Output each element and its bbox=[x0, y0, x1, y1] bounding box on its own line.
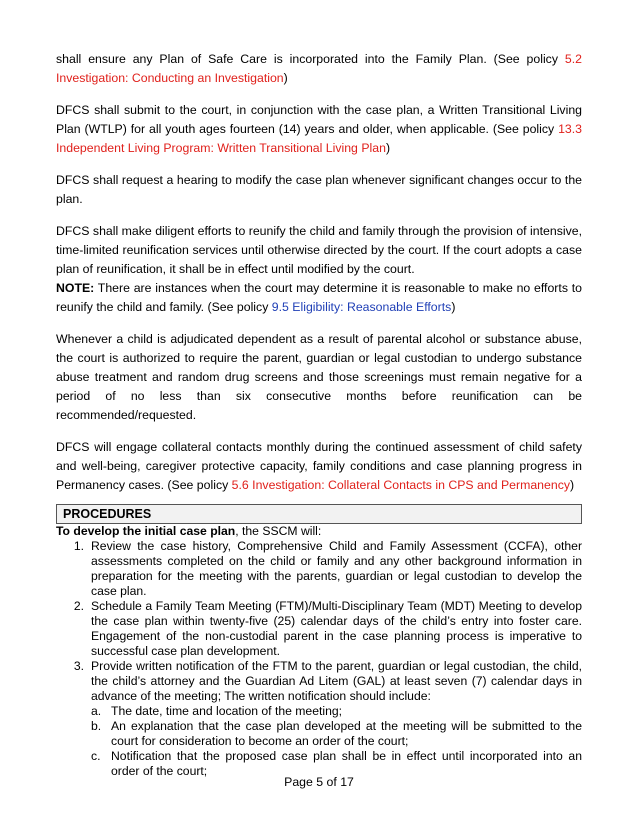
paragraph-text: DFCS will engage collateral contacts monthly during the continued assessment of child safety and well-being, caregiver protective capacity, family conditions and case planning progress in Permanency cases. (See policy bbox=[56, 440, 582, 492]
step-text: Schedule a Family Team Meeting (FTM)/Multi-Disciplinary Team (MDT) Meeting to develop the case plan within twenty-five (25) calendar days of the child’s entry into foster care. Engagement of the non-custodial parent in the case planning process is imperative to successful case plan development. bbox=[91, 599, 582, 658]
paragraph-text: DFCS shall submit to the court, in conjunction with the case plan, a Written Transitional Living Plan (WTLP) for all youth ages fourteen (14) years and older, when applicable. (See policy bbox=[56, 103, 582, 136]
policy-link-13-3[interactable]: 13.3 Independent Living Program: Written Transitional Living Plan bbox=[56, 122, 582, 155]
step-number: 3. bbox=[73, 659, 84, 673]
page-number: Page 5 of 17 bbox=[284, 775, 354, 789]
policy-link-5-6[interactable]: 5.6 Investigation: Collateral Contacts in CPS and Permanency bbox=[231, 478, 571, 492]
procedure-step bbox=[62, 659, 582, 779]
policy-link-9-5[interactable]: 9.5 Eligibility: Reasonable Efforts bbox=[271, 300, 452, 314]
procedures-heading: PROCEDURES bbox=[56, 504, 582, 524]
procedures-intro-bold: To develop the initial case plan bbox=[56, 524, 236, 538]
sub-step-letter: c. bbox=[91, 749, 101, 763]
paragraph-text-end: ) bbox=[570, 478, 575, 492]
sub-step-letter: b. bbox=[91, 719, 102, 733]
paragraph-reunify bbox=[56, 222, 582, 317]
step-number: 1. bbox=[73, 539, 84, 553]
document-page bbox=[56, 50, 582, 779]
note-text: There are instances when the court may determine it is reasonable to make no efforts to reunify the child and family. (See policy bbox=[56, 281, 582, 314]
procedure-step bbox=[62, 599, 582, 659]
paragraph-text-end: ) bbox=[385, 141, 391, 155]
note-label: NOTE: bbox=[56, 281, 95, 295]
procedures-intro bbox=[56, 524, 582, 539]
paragraph-text: DFCS shall make diligent efforts to reunify the child and family through the provision of intensive, time-limited reunification services until otherwise directed by the court. If the court adopts a case plan of reunification, it shall be in effect until modified by the court. bbox=[56, 224, 582, 276]
paragraph-hearing: DFCS shall request a hearing to modify the case plan whenever significant changes occur to the plan. bbox=[56, 173, 582, 206]
paragraph-text-end: ) bbox=[283, 71, 288, 85]
procedure-step bbox=[62, 539, 582, 599]
sub-step-text: Notification that the proposed case plan shall be in effect until incorporated into an order of the court; bbox=[111, 749, 582, 778]
step-text: Provide written notification of the FTM to the parent, guardian or legal custodian, the child, the child’s attorney and the Guardian Ad Litem (GAL) at least seven (7) calendar days in advance of the meeting; The written notification should include: bbox=[91, 659, 582, 703]
step-number: 2. bbox=[73, 599, 84, 613]
sub-step-text: The date, time and location of the meeting; bbox=[111, 704, 343, 718]
procedure-sub-steps bbox=[91, 704, 582, 779]
procedure-sub-step bbox=[91, 704, 582, 719]
sub-step-text: An explanation that the case plan developed at the meeting will be submitted to the court for consideration to become an order of the court; bbox=[111, 719, 582, 748]
paragraph-wtlp bbox=[56, 101, 582, 158]
procedures-section bbox=[56, 524, 582, 779]
paragraph-substance-abuse: Whenever a child is adjudicated dependent as a result of parental alcohol or substance abuse, the court is authorized to require the parent, guardian or legal custodian to undergo substance abuse treatment and random drug screens and those screenings must remain negative for a period of no less than six consecutive months before reunification can be recommended/requested. bbox=[56, 332, 582, 422]
procedure-steps bbox=[56, 539, 582, 779]
procedure-sub-step bbox=[91, 719, 582, 749]
procedures-intro-rest: , the SSCM will: bbox=[235, 524, 322, 538]
policy-link-5-2[interactable]: 5.2 Investigation: Conducting an Investigation bbox=[56, 52, 582, 85]
paragraph-text-end: ) bbox=[451, 300, 456, 314]
sub-step-letter: a. bbox=[91, 704, 102, 718]
paragraph-collateral-contacts bbox=[56, 438, 582, 495]
step-text: Review the case history, Comprehensive Child and Family Assessment (CCFA), other assessments completed on the child or family and any other background information in preparation for the meeting with the parents, guardian or legal custodian to develop the case plan. bbox=[91, 539, 582, 598]
paragraph-plan-of-safe-care bbox=[56, 50, 582, 88]
paragraph-text: shall ensure any Plan of Safe Care is incorporated into the Family Plan. (See policy bbox=[56, 52, 565, 66]
